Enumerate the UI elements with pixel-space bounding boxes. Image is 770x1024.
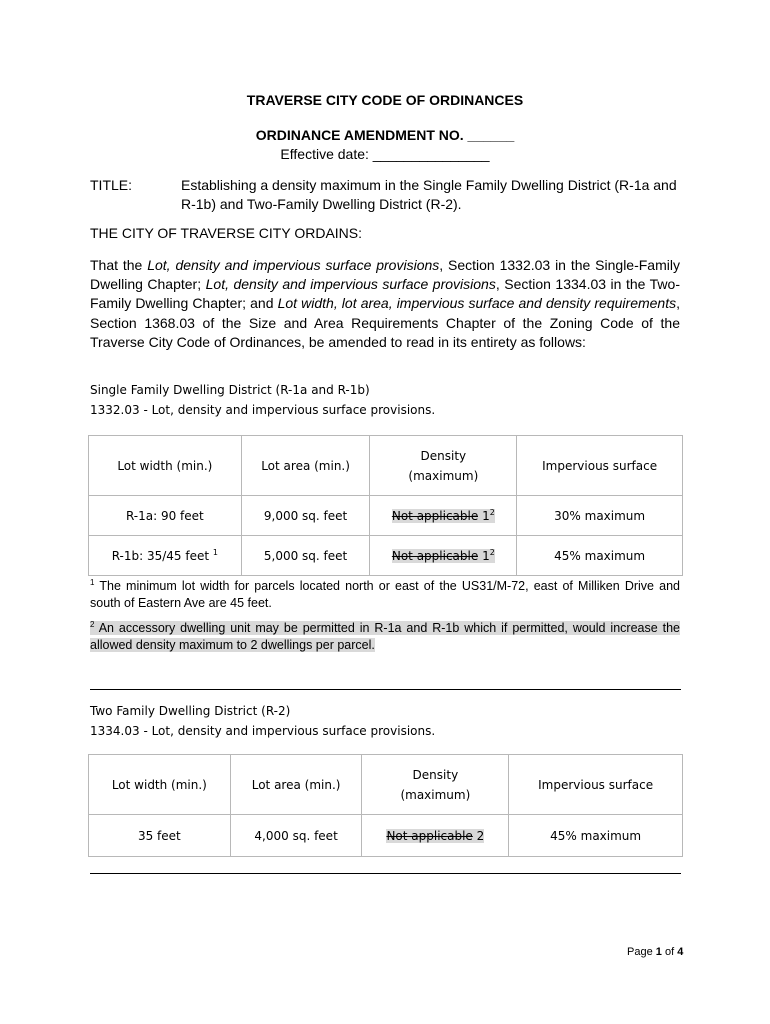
density-struck: Not applicable <box>391 508 479 523</box>
cell-density <box>370 536 517 576</box>
ordains-statement: THE CITY OF TRAVERSE CITY ORDAINS: <box>90 225 363 241</box>
density-new <box>478 509 495 523</box>
density-new <box>478 549 495 563</box>
page-current: 1 <box>655 946 662 958</box>
section1-table <box>88 435 683 576</box>
section2-table <box>88 754 683 857</box>
code-title: TRAVERSE CITY CODE OF ORDINANCES <box>246 92 524 108</box>
col-lot-width: Lot width (min.) <box>89 436 242 496</box>
density-new <box>473 829 484 843</box>
lot-width-value: R-1b: 35/45 feet <box>111 548 210 563</box>
density-struck: Not applicable <box>391 548 479 563</box>
footnote-2-text: An accessory dwelling unit may be permitted in R-1a and R-1b which if permitted, would increase the allowed density maximum to 2 dwellings per parcel. <box>90 621 680 652</box>
amendment-number: ORDINANCE AMENDMENT NO. ______ <box>255 127 515 143</box>
cell-lot-area: 9,000 sq. feet <box>241 496 370 536</box>
table-row <box>89 496 683 536</box>
footnote-1-mark: 1 <box>90 577 95 587</box>
intro-italic-3: Lot width, lot area, impervious surface and density requirements <box>277 295 677 312</box>
section1-heading <box>90 380 435 420</box>
cell-lot-width <box>89 536 242 576</box>
title-text: Establishing a density maximum in the Single Family Dwelling District (R-1a and R-1b) and Two-Family Dwelling District (R-2). <box>181 177 677 212</box>
title-label: TITLE: <box>90 177 133 193</box>
density-footnote-ref: 2 <box>489 507 495 517</box>
divider <box>90 689 681 690</box>
footnote-1-text: The minimum lot width for parcels located north or east of the US31/M-72, east of Milliken Drive and south of Eastern Ave are 45 feet. <box>90 579 681 610</box>
lot-width-footnote-ref: 1 <box>212 547 218 557</box>
cell-density <box>370 496 517 536</box>
col-density <box>370 436 517 496</box>
cell-density <box>362 815 509 857</box>
section1-district: Single Family Dwelling District (R-1a and R-1b) <box>90 383 370 397</box>
density-new-value: 1 <box>482 508 490 523</box>
cell-lot-area: 5,000 sq. feet <box>241 536 370 576</box>
intro-paragraph <box>90 256 680 352</box>
of-word: of <box>664 946 675 958</box>
col-impervious: Impervious surface <box>517 436 683 496</box>
cell-impervious: 45% maximum <box>509 815 683 857</box>
table-row <box>89 815 683 857</box>
page-number <box>627 946 683 958</box>
section2-heading <box>90 701 435 741</box>
section2-provision: 1334.03 - Lot, density and impervious surface provisions. <box>90 724 436 738</box>
page-word: Page <box>627 946 653 958</box>
cell-lot-width <box>89 496 242 536</box>
footnote-1 <box>90 578 680 612</box>
footnote-2 <box>90 620 680 654</box>
section2-district: Two Family Dwelling District (R-2) <box>90 704 291 718</box>
intro-italic-1: Lot, density and impervious surface provisions <box>147 257 440 273</box>
divider <box>90 873 681 874</box>
col-density <box>362 755 509 815</box>
intro-italic-2: Lot, density and impervious surface provisions <box>205 276 496 293</box>
density-new-value: 1 <box>482 548 490 563</box>
table-row <box>89 536 683 576</box>
col-density-line2: (maximum) <box>400 787 471 802</box>
cell-impervious: 30% maximum <box>517 496 683 536</box>
cell-lot-width: 35 feet <box>89 815 231 857</box>
intro-text-2: , Section 1332.03 in the Single-Family Dwelling Chapter; <box>90 257 680 293</box>
col-lot-width: Lot width (min.) <box>89 755 231 815</box>
lot-width-value: R-1a: 90 feet <box>125 508 204 523</box>
intro-text-1: That the <box>90 257 148 273</box>
col-density-line1: Density <box>412 767 459 782</box>
col-density-line2: (maximum) <box>408 468 479 483</box>
table-header-row <box>89 436 683 496</box>
intro-text-3: , Section 1334.03 in the Two-Family Dwelling Chapter; and <box>90 276 680 312</box>
intro-text-4: , Section 1368.03 of the Size and Area Requirements Chapter of the Zoning Code of the Traverse City Code of Ordinances, be amended to read in its entirety as follows: <box>90 295 680 350</box>
density-new-value: 2 <box>476 828 485 843</box>
density-footnote-ref: 2 <box>489 547 495 557</box>
table-header-row <box>89 755 683 815</box>
cell-lot-area: 4,000 sq. feet <box>230 815 362 857</box>
page-total: 4 <box>677 946 684 958</box>
footnote-2-highlight <box>90 621 680 652</box>
col-lot-area: Lot area (min.) <box>230 755 362 815</box>
density-struck: Not applicable <box>386 828 473 843</box>
section1-provision: 1332.03 - Lot, density and impervious surface provisions. <box>90 403 436 417</box>
footnote-2-mark: 2 <box>90 619 95 629</box>
col-impervious: Impervious surface <box>509 755 683 815</box>
cell-impervious: 45% maximum <box>517 536 683 576</box>
col-lot-area: Lot area (min.) <box>241 436 370 496</box>
col-density-line1: Density <box>420 448 467 463</box>
effective-date: Effective date: _______________ <box>280 146 490 162</box>
